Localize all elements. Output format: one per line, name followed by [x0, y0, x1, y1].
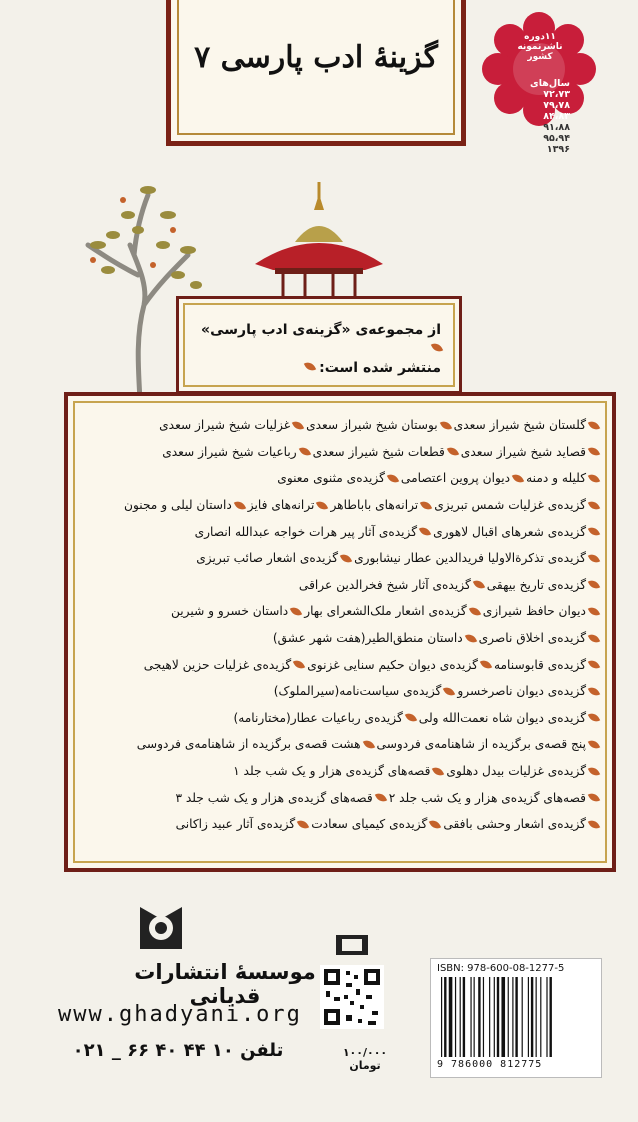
barcode-bar	[455, 977, 456, 1057]
list-row	[82, 651, 598, 678]
book-title-text: گزیده‌ی غزلیات شمس تبریزی	[434, 498, 586, 513]
list-item	[446, 764, 598, 778]
intro-box	[176, 296, 462, 394]
book-title-text: هشت قصه‌ی برگزیده از شاهنامه‌ی فردوسی	[136, 737, 361, 752]
list-row	[82, 412, 598, 439]
list-item	[330, 498, 430, 512]
list-item	[526, 471, 598, 485]
list-item	[311, 817, 439, 831]
list-item	[233, 711, 414, 725]
list-item	[433, 525, 598, 539]
badge-line: کشور	[527, 52, 553, 62]
list-item	[273, 631, 475, 645]
book-title-text: ترانه‌های فایز	[247, 498, 315, 513]
list-item	[457, 684, 598, 698]
book-title-text: گزیده‌ی تذکرة‌الاولیا فریدالدین عطار نیشابوری	[354, 551, 586, 566]
leaf-icon	[429, 817, 441, 831]
badge-year: ۹۱،۸۸	[543, 122, 570, 133]
book-title-text: گزیده‌ی اشعار وحشی بافقی	[443, 817, 586, 832]
badge-line: ناشرنمونه	[517, 42, 563, 52]
qr-code-icon	[316, 935, 388, 1045]
publisher-phone: تلفن ۱۰ ۴۴ ۴۰ ۶۶ _ ۰۲۱	[72, 1040, 284, 1061]
publisher-url[interactable]: www.ghadyani.org	[58, 1002, 302, 1027]
book-title-text: قصاید شیخ شیراز سعدی	[460, 444, 586, 459]
book-title-text: گزیده‌ی غزلیات بیدل دهلوی	[446, 764, 586, 779]
list-item	[479, 631, 598, 645]
book-title-text: گزیده‌ی مثنوی معنوی	[277, 471, 385, 486]
list-item	[307, 658, 490, 672]
book-title-text: گزیده‌ی غزلیات حزین لاهیجی	[143, 657, 292, 672]
badge-year: سال‌های	[529, 78, 570, 89]
barcode-bar	[470, 977, 471, 1057]
leaf-icon	[290, 605, 302, 619]
list-item	[176, 817, 308, 831]
list-row	[82, 705, 598, 732]
leaf-icon	[464, 631, 476, 645]
list-item	[306, 418, 450, 432]
leaf-icon	[298, 445, 310, 459]
list-item	[354, 551, 598, 565]
book-title-text: داستان لیلی و مجنون	[124, 498, 232, 513]
list-row	[82, 598, 598, 625]
list-item	[494, 658, 598, 672]
book-title-text: گزیده‌ی دیوان شاه نعمت‌الله ولی	[418, 710, 586, 725]
barcode-digits: 9 786000 812775	[437, 1059, 543, 1070]
pavilion-icon	[235, 182, 395, 300]
list-item	[277, 471, 397, 485]
barcode-bar	[531, 977, 533, 1057]
barcode-bar	[483, 977, 484, 1057]
badge-text	[510, 32, 570, 62]
badge-year: ۹۵،۹۴	[543, 133, 570, 144]
list-item	[419, 711, 598, 725]
book-title-text: بوستان شیخ شیراز سعدی	[306, 418, 438, 433]
barcode-bar	[460, 977, 461, 1057]
leaf-icon	[405, 711, 417, 725]
list-item	[274, 684, 454, 698]
leaf-icon	[512, 472, 524, 486]
book-list	[82, 412, 598, 838]
book-title-text: گزیده‌ی آثار پیر هرات خواجه عبدالله انصاری	[194, 524, 418, 539]
leaf-icon	[439, 419, 451, 433]
list-item	[313, 445, 457, 459]
book-title-text: گزیده‌ی اشعار صائب تبریزی	[196, 551, 339, 566]
leaf-icon	[292, 419, 304, 433]
barcode-bar	[444, 977, 446, 1057]
leaf-icon	[387, 472, 399, 486]
barcode-bar	[441, 977, 442, 1057]
publisher-name: موسسهٔ انتشارات قدیانی	[134, 960, 316, 1008]
leaf-icon	[293, 658, 305, 672]
intro-line: منتشر شده است:	[319, 360, 441, 376]
list-item	[196, 551, 350, 565]
badge-years	[500, 78, 570, 155]
barcode-bar	[550, 977, 552, 1057]
list-row	[82, 678, 598, 705]
list-row	[82, 811, 598, 838]
leaf-icon	[432, 764, 444, 778]
book-title-text: گزیده‌ی کیمیای سعادت	[311, 817, 428, 832]
list-row	[82, 572, 598, 599]
list-item	[377, 737, 598, 751]
leaf-icon	[469, 605, 481, 619]
barcode-bar	[522, 977, 523, 1057]
leaf-icon	[480, 658, 492, 672]
barcode-bar	[449, 977, 453, 1057]
isbn-text: ISBN: 978-600-08-1277-5	[437, 963, 565, 974]
book-title-text: گزیده‌ی اشعار ملک‌الشعرای بهار	[304, 604, 467, 619]
barcode-bar	[478, 977, 480, 1057]
list-row	[82, 731, 598, 758]
leaf-icon	[375, 791, 387, 805]
barcode-bar	[489, 977, 490, 1057]
list-row	[82, 465, 598, 492]
barcode-bar	[528, 977, 529, 1057]
book-title-text: دیوان حافظ شیرازی	[482, 604, 586, 619]
book-title-text: پنج قصه‌ی برگزیده از شاهنامه‌ی فردوسی	[376, 737, 586, 752]
book-title-text: رباعیات شیخ شیراز سعدی	[162, 444, 297, 459]
list-item	[175, 791, 384, 805]
badge-year: ۸۴،۸۳	[543, 111, 570, 122]
barcode-bar	[540, 977, 541, 1057]
book-title-text: کلیله و دمنه	[526, 471, 586, 486]
list-item	[195, 525, 429, 539]
badge-year: ۷۲،۷۳	[543, 89, 570, 100]
title-frame	[166, 0, 466, 146]
leaf-icon	[420, 498, 432, 512]
badge-line: ۱۱دوره	[524, 32, 556, 42]
book-title-text: داستان خسرو و شیرین	[171, 604, 289, 619]
list-item	[461, 445, 598, 459]
book-title-text: گزیده‌ی شعرهای اقبال لاهوری	[433, 524, 586, 539]
price-label: ۱۰۰/۰۰۰ تومان	[342, 1046, 388, 1072]
book-title-text: دیوان پروین اعتصامی	[400, 471, 511, 486]
list-item	[162, 445, 308, 459]
book-title-text: قصه‌های گزیده‌ی هزار و یک شب جلد ۲	[388, 790, 586, 805]
book-title: گزینهٔ ادب پارسی ۷	[194, 40, 438, 75]
list-item	[401, 471, 522, 485]
barcode-icon	[439, 977, 593, 1057]
list-item	[137, 737, 373, 751]
book-title-text: گزیده‌ی آثار شیخ فخرالدین عراقی	[298, 577, 471, 592]
book-title-text: گزیده‌ی آثار عبید زاکانی	[175, 817, 296, 832]
leaf-icon	[419, 525, 431, 539]
barcode-bar	[474, 977, 475, 1057]
list-item	[248, 498, 327, 512]
book-title-text: گزیده‌ی اخلاق ناصری	[478, 631, 586, 646]
leaf-icon	[340, 552, 352, 566]
list-item	[454, 418, 598, 432]
leaf-icon	[297, 817, 309, 831]
barcode-bar	[463, 977, 465, 1057]
list-item	[389, 791, 598, 805]
intro-text	[201, 321, 441, 378]
intro-line: از مجموعه‌ی «گزینه‌ی ادب پارسی»	[201, 322, 441, 338]
leaf-icon	[443, 684, 455, 698]
leaf-icon	[304, 360, 316, 374]
badge-year: ۱۳۹۶	[546, 144, 570, 155]
book-title-text: قصه‌های گزیده‌ی هزار و یک شب جلد ۱	[233, 764, 431, 779]
list-row	[82, 545, 598, 572]
barcode-bar	[501, 977, 505, 1057]
book-title-text: گزیده‌ی تاریخ بیهقی	[486, 577, 586, 592]
list-row	[82, 492, 598, 519]
book-title-text: گزیده‌ی دیوان حکیم سنایی غزنوی	[307, 657, 478, 672]
isbn-barcode	[430, 958, 602, 1078]
list-row	[82, 518, 598, 545]
book-title-text: گزیده‌ی سیاست‌نامه(سیرالملوک)	[273, 684, 442, 699]
book-title-text: گزیده‌ی دیوان ناصرخسرو	[457, 684, 586, 699]
list-item	[434, 498, 598, 512]
book-title-text: گلستان شیخ شیراز سعدی	[453, 418, 586, 433]
leaf-icon	[362, 738, 374, 752]
barcode-bar	[512, 977, 513, 1057]
list-row	[82, 758, 598, 785]
leaf-icon	[234, 498, 246, 512]
book-title-text: قصه‌های گزیده‌ی هزار و یک شب جلد ۳	[175, 790, 373, 805]
barcode-bar	[497, 977, 499, 1057]
leaf-icon	[316, 498, 328, 512]
book-title-text: قطعات شیخ شیراز سعدی	[312, 444, 445, 459]
list-item	[144, 658, 304, 672]
barcode-bar	[536, 977, 537, 1057]
list-item	[304, 604, 479, 618]
book-title-text: گزیده‌ی رباعیات عطار(مختارنامه)	[233, 710, 403, 725]
list-item	[443, 817, 598, 831]
publisher-logo-icon	[138, 905, 184, 951]
barcode-bar	[546, 977, 547, 1057]
leaf-icon	[473, 578, 485, 592]
barcode-bar	[515, 977, 517, 1057]
list-row	[82, 784, 598, 811]
list-row	[82, 439, 598, 466]
barcode-bar	[508, 977, 509, 1057]
list-item	[159, 418, 302, 432]
list-item	[124, 498, 244, 512]
list-item	[233, 764, 442, 778]
barcode-bar	[494, 977, 495, 1057]
list-item	[483, 604, 598, 618]
leaf-icon	[447, 445, 459, 459]
book-list-frame	[64, 392, 616, 872]
badge-year: ۷۹،۷۸	[543, 100, 570, 111]
book-title-text: گزیده‌ی قابوسنامه	[493, 657, 586, 672]
list-item	[299, 578, 483, 592]
list-item	[171, 604, 300, 618]
list-item	[487, 578, 598, 592]
book-title-text: غزلیات شیخ شیراز سعدی	[159, 418, 291, 433]
list-row	[82, 625, 598, 652]
book-title-text: داستان منطق‌الطیر(هفت شهر عشق)	[272, 631, 463, 646]
book-title-text: ترانه‌های باباطاهر	[330, 498, 419, 513]
